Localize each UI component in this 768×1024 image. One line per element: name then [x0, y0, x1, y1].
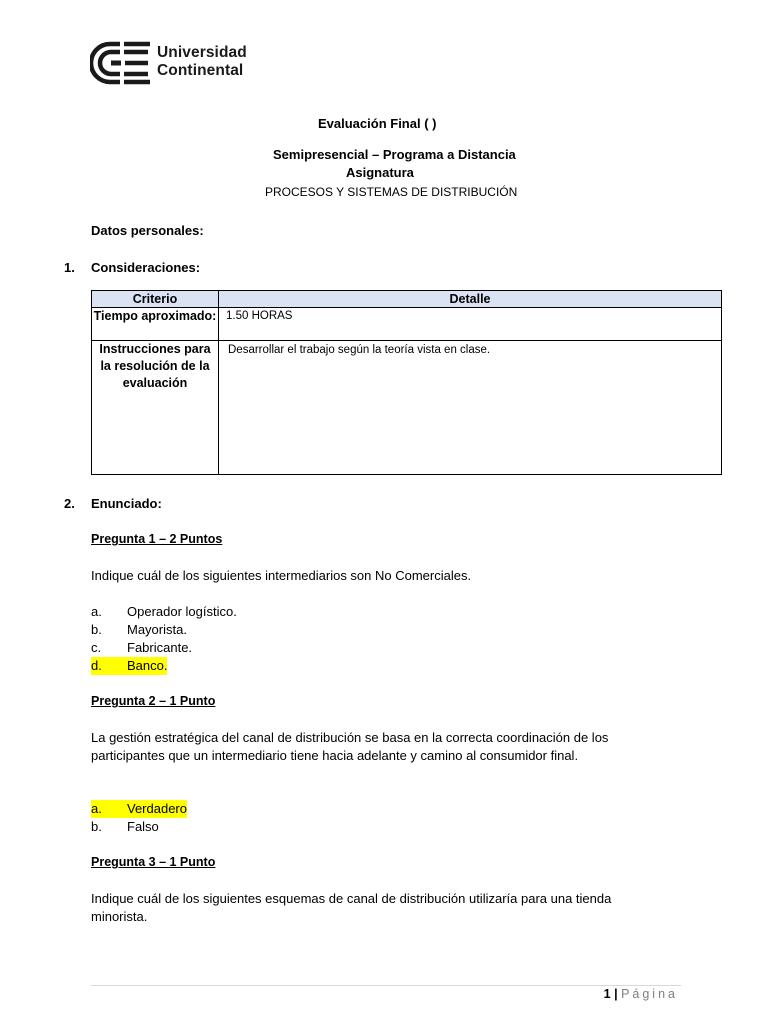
option-text: Operador logístico.	[127, 604, 237, 619]
option-letter: d.	[91, 658, 102, 673]
option-item	[91, 818, 187, 836]
asignatura-label: Asignatura	[346, 165, 414, 180]
question-1-text: Indique cuál de los siguientes intermediarios son No Comerciales.	[91, 568, 472, 583]
table-row	[92, 341, 722, 475]
question-3-text: Indique cuál de los siguientes esquemas de canal de distribución utilizaría para una tienda minorista.	[91, 891, 612, 924]
detalle-cell: Desarrollar el trabajo según la teoría vista en clase.	[219, 341, 722, 475]
footer-separator: |	[614, 987, 618, 1001]
option-item	[91, 621, 237, 639]
option-text: Fabricante.	[127, 640, 193, 655]
section-2-title: Enunciado:	[91, 496, 162, 511]
option-text: Verdadero	[127, 801, 187, 816]
option-item	[91, 639, 237, 657]
question-1-title: Pregunta 1 – 2 Puntos	[91, 532, 223, 546]
option-letter: a.	[91, 801, 102, 816]
option-item-highlighted	[91, 800, 187, 818]
page-number: 1	[603, 987, 611, 1001]
datos-personales-heading: Datos personales:	[91, 223, 204, 238]
table-header-criterio: Criterio	[92, 291, 219, 308]
section-2-number: 2.	[64, 496, 75, 511]
logo-text	[157, 44, 247, 80]
option-letter: b.	[91, 819, 102, 834]
question-2-options	[91, 800, 187, 836]
option-letter: b.	[91, 622, 102, 637]
logo-line-2: Continental	[157, 62, 244, 79]
exam-title: Evaluación Final ( )	[318, 116, 437, 131]
table-row	[92, 308, 722, 341]
option-item-highlighted	[91, 657, 237, 675]
question-1-options	[91, 603, 237, 675]
university-logo	[90, 41, 260, 85]
option-text: Falso	[127, 819, 159, 834]
section-1-number: 1.	[64, 260, 75, 275]
footer-divider	[91, 985, 681, 986]
question-2-text: La gestión estratégica del canal de distribución se basa en la correcta coordinación de los participantes que un intermediario tiene hacia adelante y camino al consumidor final.	[91, 730, 609, 763]
option-letter: c.	[91, 640, 102, 655]
page-footer	[604, 987, 678, 1001]
considerations-table	[91, 290, 722, 475]
exam-subtitle: Semipresencial – Programa a Distancia	[273, 147, 516, 162]
option-text: Mayorista.	[127, 622, 187, 637]
page-word: Página	[621, 987, 678, 1001]
question-3-title: Pregunta 3 – 1 Punto	[91, 855, 216, 869]
question-2-title: Pregunta 2 – 1 Punto	[91, 694, 216, 708]
detalle-cell: 1.50 HORAS	[219, 308, 722, 341]
table-header-detalle: Detalle	[219, 291, 722, 308]
table-header-row	[92, 291, 722, 308]
section-1-title: Consideraciones:	[91, 260, 201, 275]
criterio-cell: Instrucciones para la resolución de la evaluación	[92, 341, 219, 475]
option-item	[91, 603, 237, 621]
course-name: PROCESOS Y SISTEMAS DE DISTRIBUCIÓN	[265, 185, 518, 199]
continental-logo-icon	[90, 41, 152, 85]
option-text: Banco.	[127, 658, 168, 673]
logo-line-1: Universidad	[157, 44, 247, 61]
option-letter: a.	[91, 604, 102, 619]
criterio-cell: Tiempo aproximado:	[92, 308, 219, 341]
